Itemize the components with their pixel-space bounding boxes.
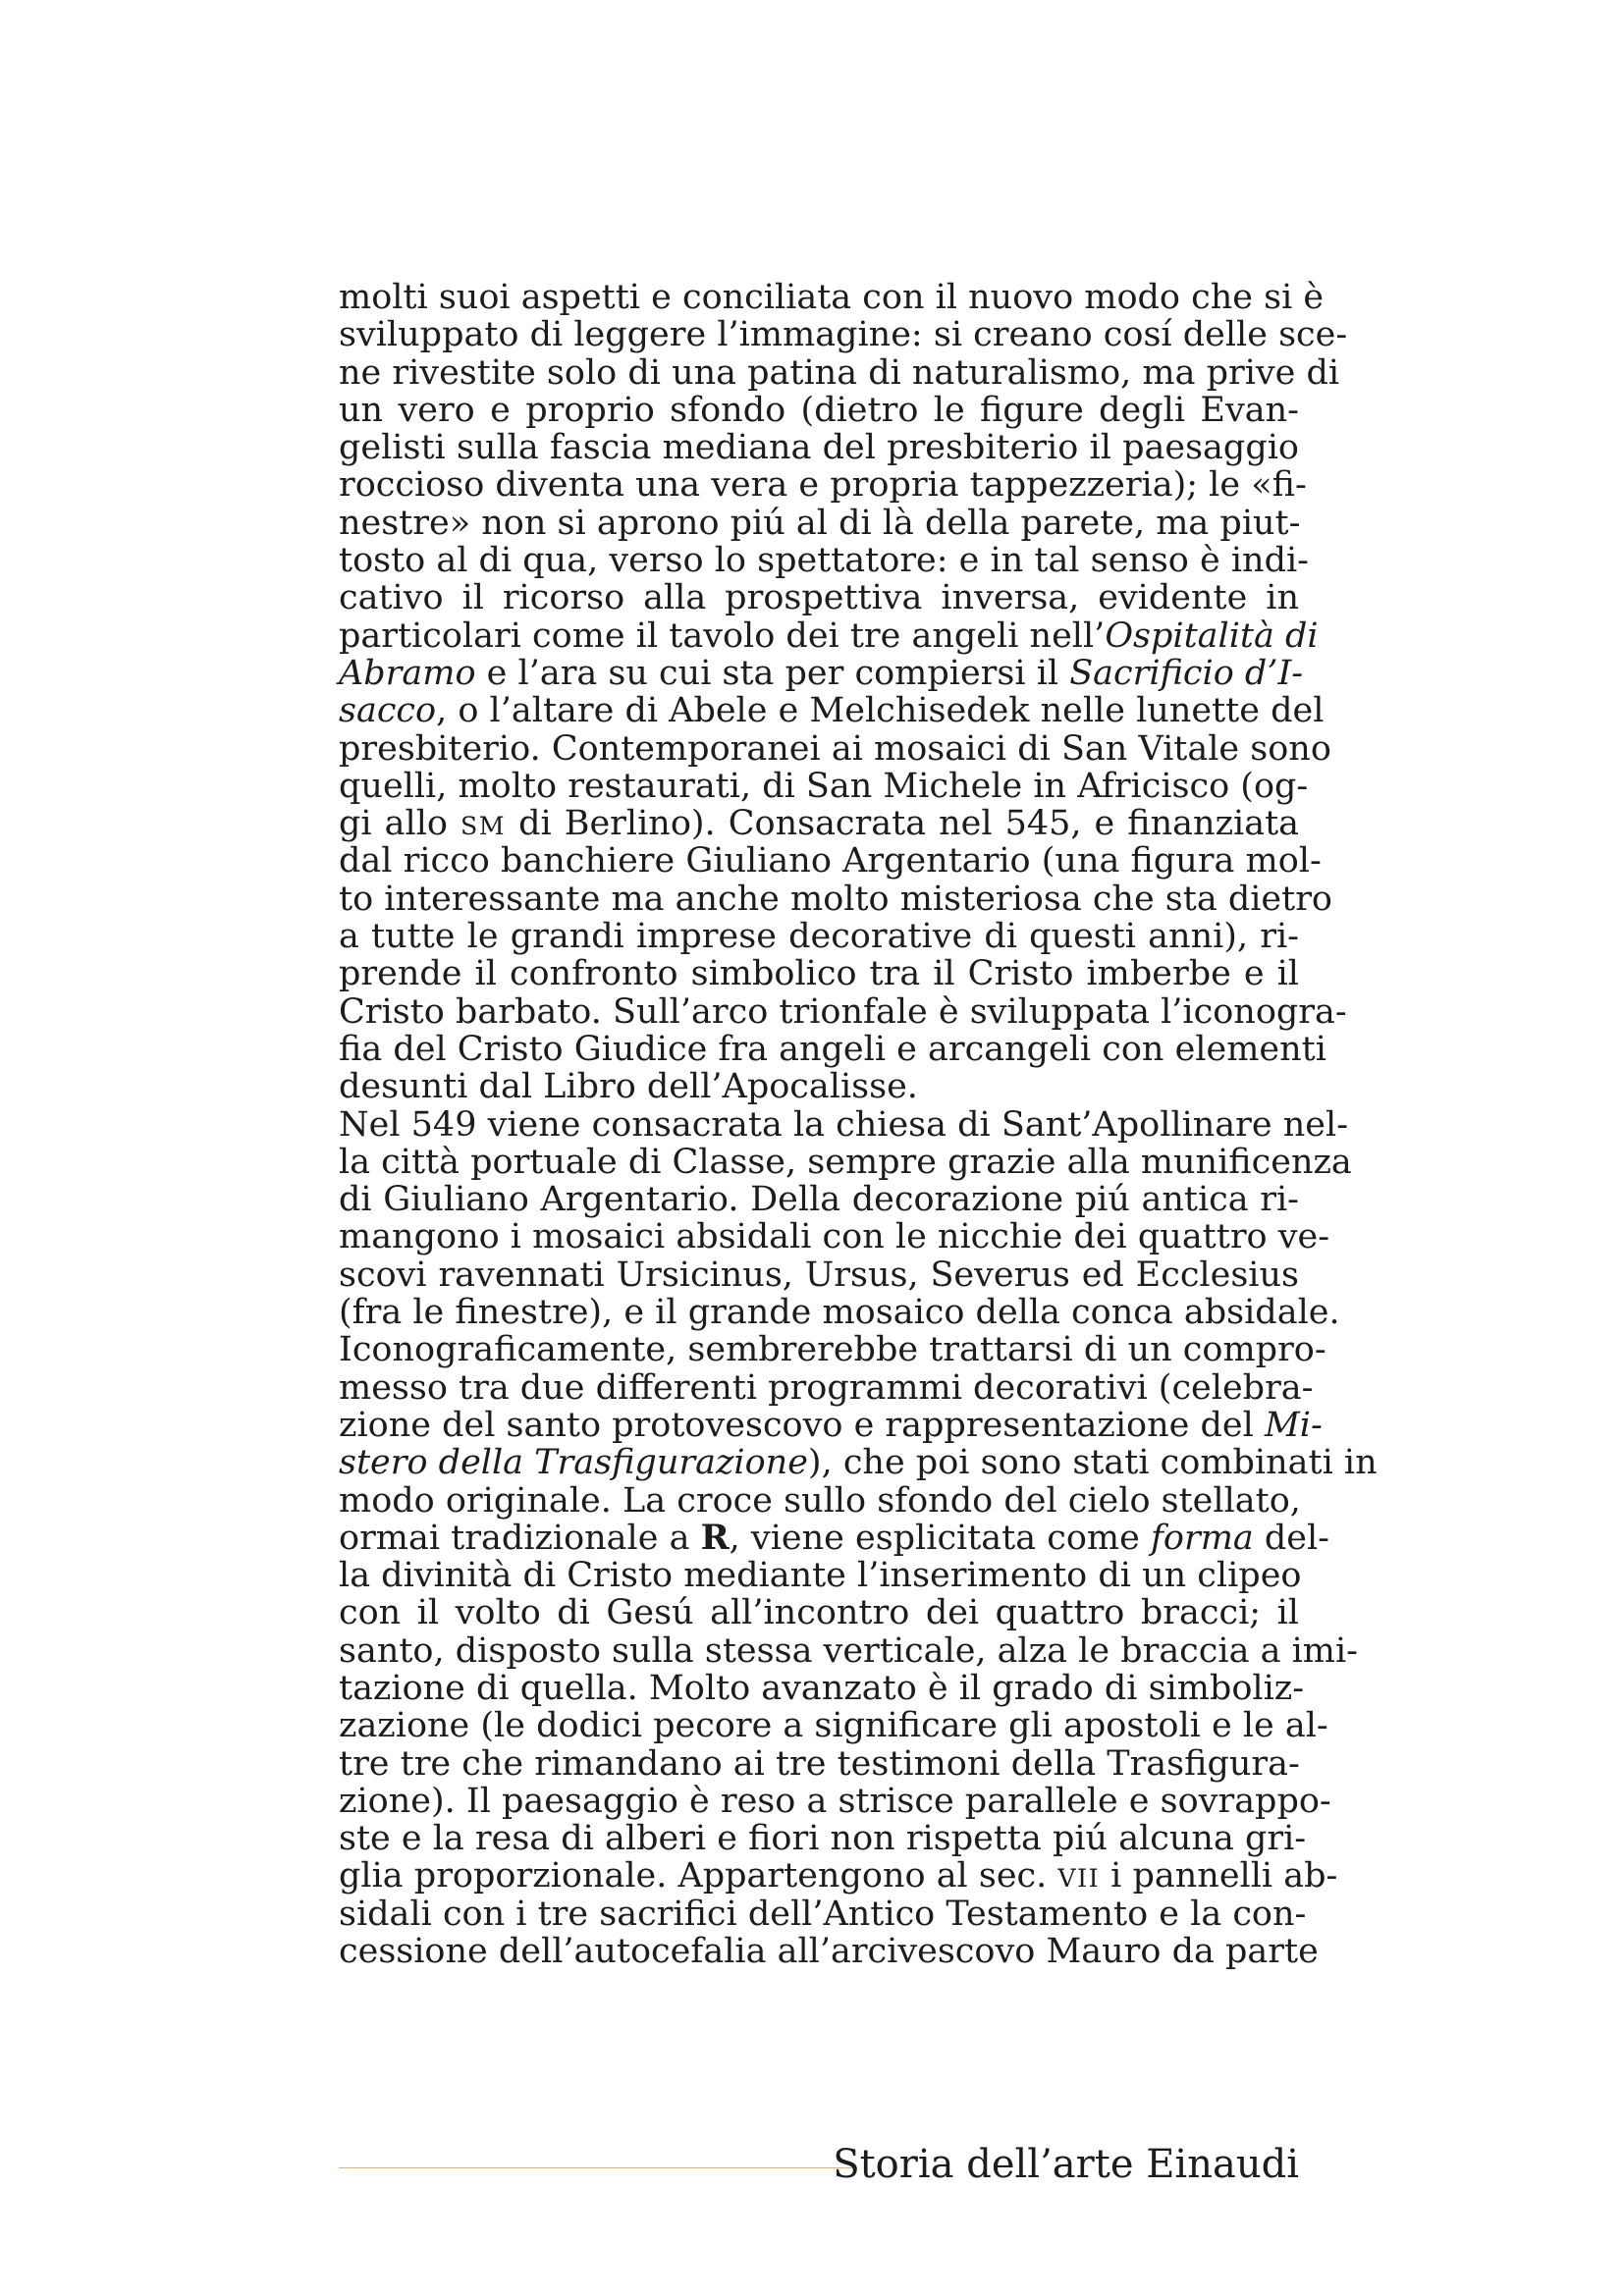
text-segment: to interessante ma anche molto misteriosa che sta dietro bbox=[339, 879, 1332, 919]
text-segment: cativo il ricorso alla prospettiva inversa, evidente in bbox=[339, 578, 1299, 618]
text-segment: Iconograficamente, sembrerebbe trattarsi di un compro- bbox=[339, 1330, 1326, 1370]
text-line bbox=[339, 841, 1322, 881]
text-segment: forma bbox=[1150, 1518, 1254, 1558]
text-segment: i pannelli ab- bbox=[1100, 1856, 1338, 1896]
text-segment: gi allo bbox=[339, 804, 460, 844]
text-line bbox=[339, 1256, 1299, 1294]
text-line bbox=[339, 1819, 1307, 1859]
text-line bbox=[339, 1181, 1299, 1218]
text-segment: R bbox=[700, 1517, 730, 1558]
text-segment: ), che poi sono stati combinati in bbox=[807, 1443, 1378, 1483]
footer-rule bbox=[339, 2167, 857, 2168]
text-segment: stero della Trasfigurazione bbox=[339, 1443, 808, 1483]
text-line bbox=[339, 278, 1325, 317]
text-line bbox=[339, 1482, 1299, 1520]
text-segment: prende il confronto simbolico tra il Cristo imberbe e il bbox=[339, 954, 1299, 994]
text-line bbox=[339, 766, 1309, 806]
text-line bbox=[339, 1594, 1299, 1631]
text-segment: , viene esplicitata come bbox=[729, 1518, 1151, 1558]
footer-title: Storia dell’arte Einaudi bbox=[833, 2142, 1299, 2187]
text-segment: ormai tradizionale a bbox=[339, 1518, 701, 1558]
text-line bbox=[339, 352, 1340, 393]
text-segment: dal ricco banchiere Giuliano Argentario (una figura mol- bbox=[339, 841, 1322, 881]
text-segment: la città portuale di Classe, sempre grazie alla munificenza bbox=[339, 1142, 1352, 1182]
text-segment: sviluppato di leggere l’immagine: si creano cosí delle sce- bbox=[339, 315, 1348, 355]
text-segment: roccioso diventa una vera e propria tappezzeria); le «fi- bbox=[339, 465, 1307, 506]
text-line bbox=[339, 541, 1309, 581]
text-line bbox=[339, 1068, 1299, 1105]
body-text bbox=[339, 278, 1378, 1972]
text-segment: mangono i mosaici absidali con le nicchie dei quattro ve- bbox=[339, 1217, 1330, 1257]
text-segment: ste e la resa di alberi e fiori non rispetta piú alcuna gri- bbox=[339, 1819, 1307, 1859]
text-line bbox=[339, 1330, 1326, 1370]
text-segment: messo tra due differenti programmi decorativi (celebra- bbox=[339, 1367, 1314, 1408]
text-segment: un vero e proprio sfondo (dietro le figure degli Evan- bbox=[339, 390, 1299, 430]
text-segment: , o l’altare di Abele e Melchisedek nelle lunette del bbox=[436, 691, 1325, 731]
text-line bbox=[339, 1745, 1299, 1783]
text-segment: (fra le finestre), e il grande mosaico della conca absidale. bbox=[339, 1293, 1340, 1333]
text-segment: Cristo barbato. Sull’arco trionfale è sviluppata l’iconogra- bbox=[339, 991, 1347, 1032]
text-segment: desunti dal Libro dell’Apocalisse. bbox=[339, 1067, 918, 1107]
text-segment: scovi ravennati Ursicinus, Ursus, Severus ed Ecclesius bbox=[339, 1255, 1299, 1295]
text-line bbox=[339, 691, 1325, 731]
text-segment: tre tre che rimandano ai tre testimoni della Trasfigura- bbox=[339, 1743, 1300, 1784]
text-segment: ne rivestite solo di una patina di naturalismo, ma prive di bbox=[339, 352, 1340, 393]
text-segment: SM bbox=[460, 812, 507, 841]
text-segment: di Giuliano Argentario. Della decorazione piú antica ri- bbox=[339, 1180, 1299, 1220]
text-line bbox=[339, 1443, 1378, 1483]
text-line bbox=[339, 1517, 1330, 1558]
text-line bbox=[339, 879, 1332, 919]
text-line bbox=[339, 1556, 1302, 1596]
text-line bbox=[339, 1405, 1323, 1445]
text-segment: con il volto di Gesú all’incontro dei quattro bracci; il bbox=[339, 1593, 1299, 1633]
text-segment: tosto al di qua, verso lo spettatore: e in tal senso è indi- bbox=[339, 541, 1309, 581]
text-line bbox=[339, 991, 1347, 1032]
text-segment: Abramo bbox=[339, 653, 476, 693]
text-segment: tazione di quella. Molto avanzato è il grado di simboliz- bbox=[339, 1668, 1305, 1708]
text-segment: fia del Cristo Giudice fra angeli e arcangeli con elementi bbox=[339, 1029, 1326, 1069]
text-segment: Mi- bbox=[1264, 1405, 1323, 1445]
text-segment: glia proporzionale. Appartengono al sec. bbox=[339, 1856, 1058, 1896]
text-segment: cessione dell’autocefalia all’arcivescovo Mauro da parte bbox=[339, 1932, 1319, 1972]
text-line bbox=[339, 1668, 1305, 1708]
text-line bbox=[339, 392, 1299, 429]
text-line bbox=[339, 315, 1348, 355]
text-segment: la divinità di Cristo mediante l’inserimento di un clipeo bbox=[339, 1556, 1302, 1596]
text-line bbox=[339, 955, 1299, 992]
text-line bbox=[339, 429, 1299, 466]
text-line bbox=[339, 1217, 1330, 1257]
text-line bbox=[339, 1367, 1314, 1408]
text-line bbox=[339, 1142, 1352, 1182]
text-segment: Nel 549 viene consacrata la chiesa di Sant’Apollinare nel- bbox=[339, 1104, 1349, 1145]
text-segment: sidali con i tre sacrifici dell’Antico Testamento e la con- bbox=[339, 1894, 1307, 1934]
text-line bbox=[339, 1630, 1358, 1671]
text-segment: presbiterio. Contemporanei ai mosaici di San Vitale sono bbox=[339, 728, 1331, 769]
text-line bbox=[339, 465, 1307, 506]
text-line bbox=[339, 1932, 1319, 1972]
text-segment: santo, disposto sulla stessa verticale, alza le braccia a imi- bbox=[339, 1630, 1358, 1671]
text-line bbox=[339, 1706, 1328, 1746]
text-line bbox=[339, 653, 1304, 693]
text-line bbox=[339, 1293, 1340, 1333]
text-segment: quelli, molto restaurati, di San Michele in Africisco (og- bbox=[339, 766, 1309, 806]
text-segment: Sacrificio d’I- bbox=[1069, 653, 1304, 693]
text-segment: molti suoi aspetti e conciliata con il nuovo modo che si è bbox=[339, 278, 1325, 317]
text-line bbox=[339, 505, 1299, 542]
text-segment: gelisti sulla fascia mediana del presbiterio il paesaggio bbox=[339, 428, 1299, 468]
text-line bbox=[339, 615, 1319, 656]
text-segment: e l’ara su cui sta per compiersi il bbox=[475, 653, 1070, 693]
text-line bbox=[339, 1781, 1331, 1821]
text-segment: Ospitalità di bbox=[1105, 615, 1319, 656]
text-segment: a tutte le grandi imprese decorative di questi anni), ri- bbox=[339, 917, 1299, 957]
text-line bbox=[339, 1104, 1349, 1145]
text-segment: VII bbox=[1057, 1864, 1101, 1894]
text-segment: di Berlino). Consacrata nel 545, e finanziata bbox=[506, 804, 1300, 844]
text-segment: zione del santo protovescovo e rappresentazione del bbox=[339, 1405, 1265, 1445]
text-segment: sacco bbox=[339, 691, 437, 731]
text-line bbox=[339, 1856, 1338, 1896]
text-segment: nestre» non si aprono piú al di là della parete, ma piut- bbox=[339, 503, 1301, 543]
text-segment: modo originale. La croce sullo sfondo del cielo stellato, bbox=[339, 1480, 1301, 1521]
text-segment: particolari come il tavolo dei tre angeli nell’ bbox=[339, 615, 1106, 656]
text-line bbox=[339, 579, 1299, 616]
text-segment: zazione (le dodici pecore a significare gli apostoli e le al- bbox=[339, 1706, 1328, 1746]
text-segment: del- bbox=[1253, 1518, 1330, 1558]
text-segment: zione). Il paesaggio è reso a strisce parallele e sovrappo- bbox=[339, 1781, 1331, 1821]
text-line bbox=[339, 1029, 1326, 1069]
text-line bbox=[339, 805, 1299, 842]
text-line bbox=[339, 1894, 1307, 1934]
text-line bbox=[339, 728, 1331, 769]
text-line bbox=[339, 918, 1299, 955]
